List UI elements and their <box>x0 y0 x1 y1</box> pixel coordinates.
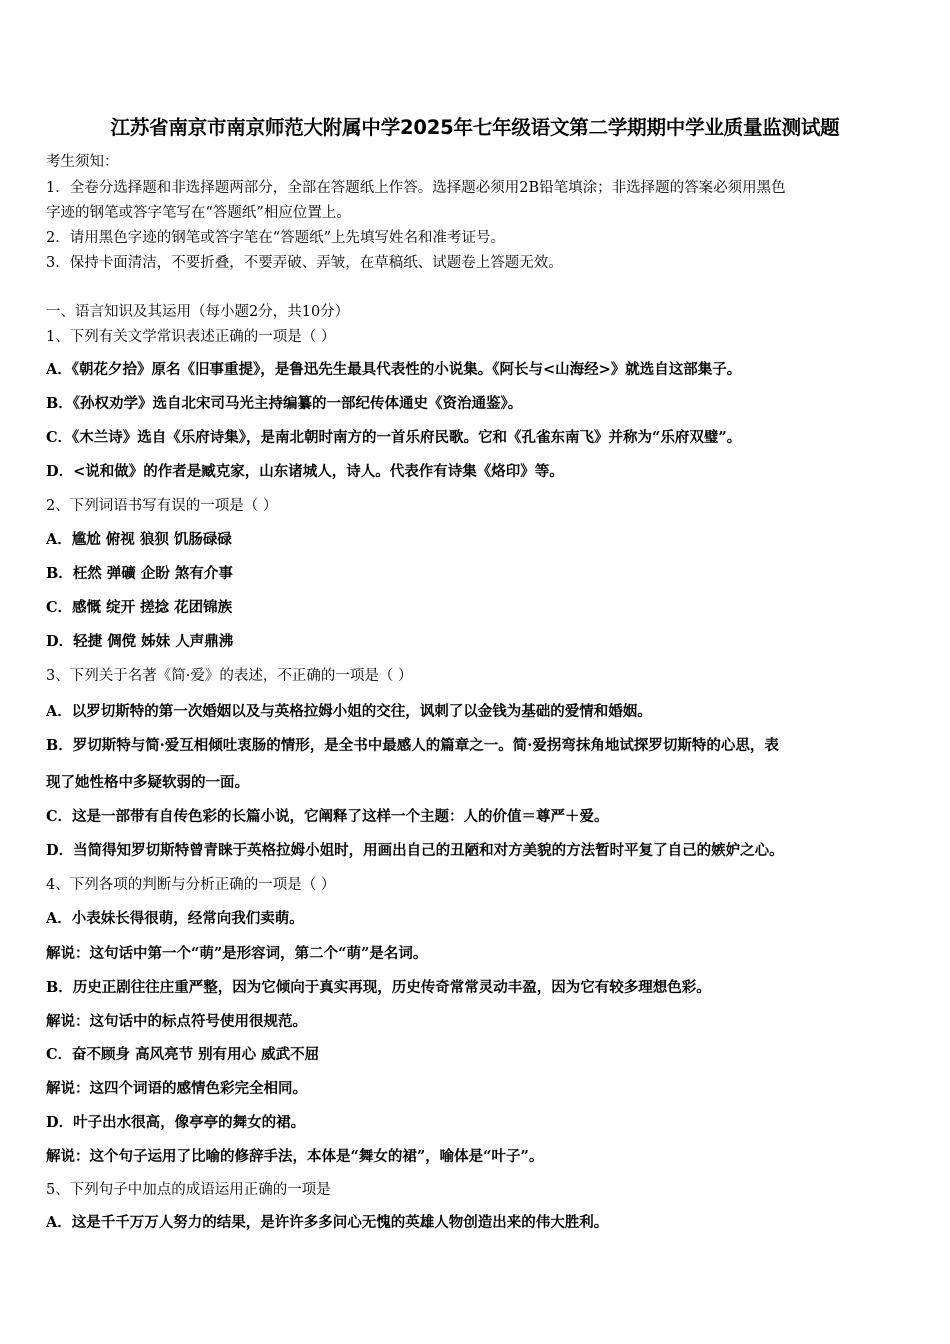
notice-item-2: 2．请用黑色字迹的钢笔或答字笔在“答题纸”上先填写姓名和准考证号。 <box>46 230 506 246</box>
question-3-option-b: B．罗切斯特与简·爱互相倾吐衷肠的情形，是全书中最感人的篇章之一。简·爱拐弯抹角地试探罗切斯特的心思，表 <box>46 737 779 754</box>
question-1-option-c: C．《木兰诗》选自《乐府诗集》，是南北朝时南方的一首乐府民歌。它和《孔雀东南飞》并称为“乐府双璧”。 <box>46 429 742 446</box>
question-1-option-a: A．《朝花夕拾》原名《旧事重提》，是鲁迅先生最具代表性的小说集。《阿长与<山海经>》就选自这部集子。 <box>46 361 742 378</box>
question-1-stem: 1、下列有关文学常识表述正确的一项是（ ） <box>46 329 336 345</box>
notice-item-1: 1．全卷分选择题和非选择题两部分，全部在答题纸上作答。选择题必须用2B铅笔填涂；非选择题的答案必须用黑色 <box>46 180 786 196</box>
question-1-option-b: B．《孙权劝学》选自北宋司马光主持编纂的一部纪传体通史《资治通鉴》。 <box>46 395 523 412</box>
question-2-stem: 2、下列词语书写有误的一项是（ ） <box>46 498 278 514</box>
page-title: 江苏省南京市南京师范大附属中学2025年七年级语文第二学期期中学业质量监测试题 <box>110 116 840 139</box>
question-4-option-d-note: 解说：这个句子运用了比喻的修辞手法，本体是“舞女的裙”，喻体是“叶子”。 <box>46 1148 544 1165</box>
question-4-option-d: D．叶子出水很高，像亭亭的舞女的裙。 <box>46 1114 306 1131</box>
question-4-option-a: A．小表妹长得很萌，经常向我们卖萌。 <box>46 910 304 927</box>
question-3-stem: 3、下列关于名著《简·爱》的表述，不正确的一项是（ ） <box>46 668 413 684</box>
question-4-stem: 4、下列各项的判断与分析正确的一项是（ ） <box>46 877 336 893</box>
question-3-option-c: C．这是一部带有自传色彩的长篇小说，它阐释了这样一个主题：人的价值＝尊严＋爱。 <box>46 808 609 825</box>
question-2-option-d: D．轻捷 倜傥 姊妹 人声鼎沸 <box>46 633 234 650</box>
question-5-stem: 5、下列句子中加点的成语运用正确的一项是 <box>46 1182 331 1198</box>
question-4-option-b: B．历史正剧往往庄重严整，因为它倾向于真实再现，历史传奇常常灵动丰盈，因为它有较多理想色彩。 <box>46 979 711 996</box>
question-2-option-c: C．感慨 绽开 搓捻 花团锦族 <box>46 599 233 616</box>
question-5-option-a: A．这是千千万万人努力的结果，是许许多多问心无愧的英雄人物创造出来的伟大胜利。 <box>46 1214 609 1231</box>
question-3-option-a: A．以罗切斯特的第一次婚姻以及与英格拉姆小姐的交往，讽刺了以金钱为基础的爱情和婚姻。 <box>46 703 652 720</box>
question-2-option-b: B．枉然 弹礦 企盼 煞有介事 <box>46 565 233 582</box>
question-4-option-c: C．奋不顾身 高风亮节 别有用心 威武不屈 <box>46 1046 320 1063</box>
notice-item-1-cont: 字迹的钢笔或答字笔写在“答题纸”相应位置上。 <box>46 205 351 221</box>
question-4-option-a-note: 解说：这句话中第一个“萌”是形容词，第二个“萌”是名词。 <box>46 945 428 962</box>
question-3-option-b-cont: 现了她性格中多疑软弱的一面。 <box>46 774 249 791</box>
question-4-option-c-note: 解说：这四个词语的感情色彩完全相同。 <box>46 1080 307 1097</box>
notice-item-3: 3．保持卡面清洁，不要折叠，不要弄破、弄皱，在草稿纸、试题卷上答题无效。 <box>46 255 563 271</box>
question-2-option-a: A．尴尬 俯视 狼狈 饥肠碌碌 <box>46 531 232 548</box>
section-heading: 一、语言知识及其运用（每小题2分，共10分） <box>46 304 350 320</box>
question-4-option-b-note: 解说：这句话中的标点符号使用很规范。 <box>46 1013 307 1030</box>
notice-heading: 考生须知： <box>46 154 119 170</box>
question-1-option-d: D．<说和做》的作者是臧克家，山东诸城人，诗人。代表作有诗集《烙印》等。 <box>46 463 564 480</box>
question-3-option-d: D．当简得知罗切斯特曾青睐于英格拉姆小姐时，用画出自己的丑陋和对方美貌的方法暂时平复了自己的嫉妒之心。 <box>46 842 784 859</box>
